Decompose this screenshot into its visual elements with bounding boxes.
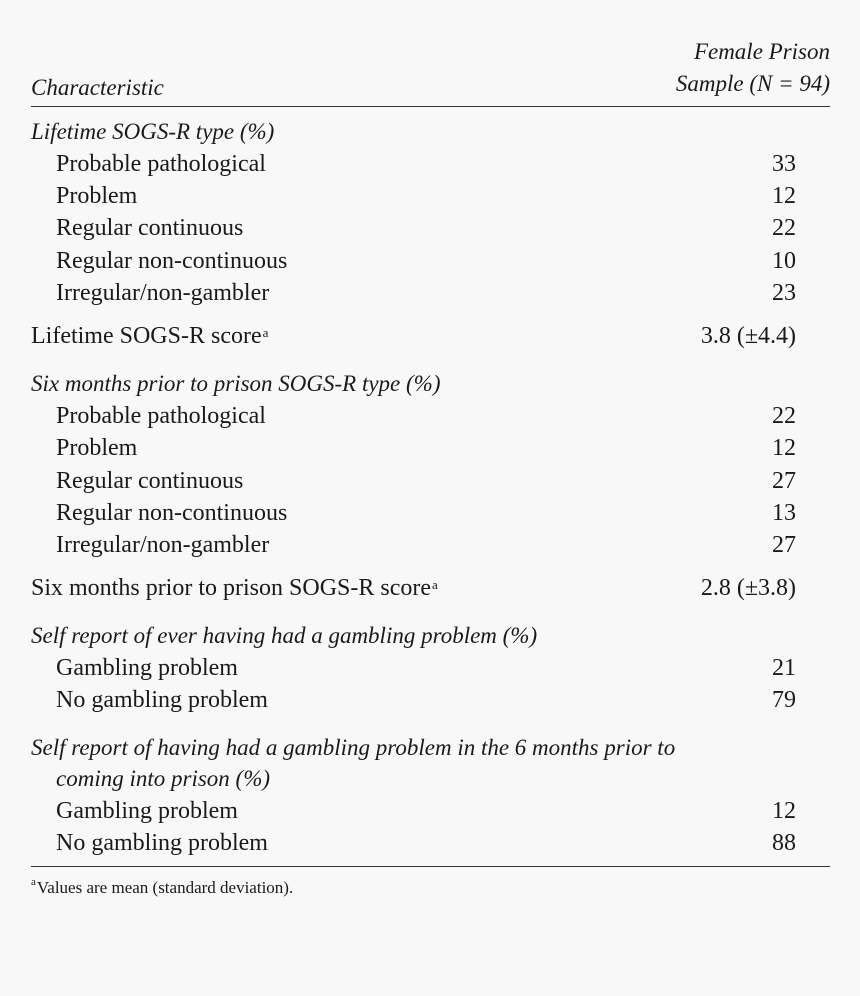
row-label: Regular continuous [56,215,244,241]
row-label: Irregular/non-gambler [56,532,270,558]
footnote-marker: a [432,577,438,592]
row-label: Gambling problem [56,655,238,681]
table-row [31,827,830,859]
footnote-marker: a [262,325,269,340]
section-heading-label: Six months prior to prison SOGS-R type (%) [31,371,441,396]
section-heading-self-report-six-months [31,732,830,764]
row-value: 12 [772,435,796,461]
table-row [31,497,830,529]
table-row [31,148,830,180]
table-row [31,465,830,497]
row-label-text: Six months prior to prison SOGS-R score [31,575,432,601]
row-label [31,320,268,352]
row-label [31,572,438,604]
row-label: Irregular/non-gambler [56,280,270,306]
row-value: 79 [772,687,796,713]
row-label: Regular non-continuous [56,248,288,274]
column-header-line2: Sample (N = 94) [675,71,830,96]
row-value: 33 [772,151,796,177]
row-label: No gambling problem [56,830,268,856]
row-value: 21 [772,655,796,681]
row-value: 12 [772,798,796,824]
table-row [31,432,830,464]
row-label: No gambling problem [56,687,268,713]
footnote-text: Values are mean (standard deviation). [36,878,294,897]
row-value: 2.8 (±3.8) [700,575,796,601]
section-heading-label: Self report of ever having had a gambling problem (%) [31,623,538,648]
row-value: 13 [772,500,796,526]
table-row [31,684,830,716]
section-heading-lifetime-type [31,116,830,148]
table-row [31,277,830,309]
row-value: 3.8 (±4.4) [700,323,796,349]
row-label: Probable pathological [56,403,266,429]
table-row [31,529,830,561]
row-label: Regular continuous [56,468,244,494]
table-row [31,180,830,212]
table-footnote [31,878,293,898]
section-heading-six-months-type [31,368,830,400]
row-value: 27 [772,532,796,558]
row-label: Problem [56,183,138,209]
footer-rule [31,866,830,867]
row-label: Probable pathological [56,151,266,177]
row-value: 12 [772,183,796,209]
section-heading-continuation [31,763,830,795]
row-value: 22 [772,403,796,429]
section-heading-label: Lifetime SOGS-R type (%) [31,119,275,144]
row-label-text: Lifetime SOGS-R score [31,323,262,349]
footnote-marker: a [31,876,36,888]
section-heading-label-continued: coming into prison (%) [56,766,271,791]
column-header-sample [630,36,830,100]
column-header-characteristic: Characteristic [31,75,164,100]
table-row [31,212,830,244]
row-value: 27 [772,468,796,494]
row-value: 10 [772,248,796,274]
row-label: Gambling problem [56,798,238,824]
table-row-six-months-score [31,572,830,604]
header-rule [31,106,830,107]
table-row [31,795,830,827]
row-value: 88 [772,830,796,856]
table-row-lifetime-score [31,320,830,352]
section-heading-self-report-ever [31,620,830,652]
table-row [31,245,830,277]
row-value: 23 [772,280,796,306]
table-row [31,652,830,684]
section-heading-label: Self report of having had a gambling problem in the 6 months prior to [31,735,676,760]
table-row [31,400,830,432]
row-label: Problem [56,435,138,461]
row-value: 22 [772,215,796,241]
row-label: Regular non-continuous [56,500,288,526]
column-header-line1: Female Prison [693,39,830,64]
